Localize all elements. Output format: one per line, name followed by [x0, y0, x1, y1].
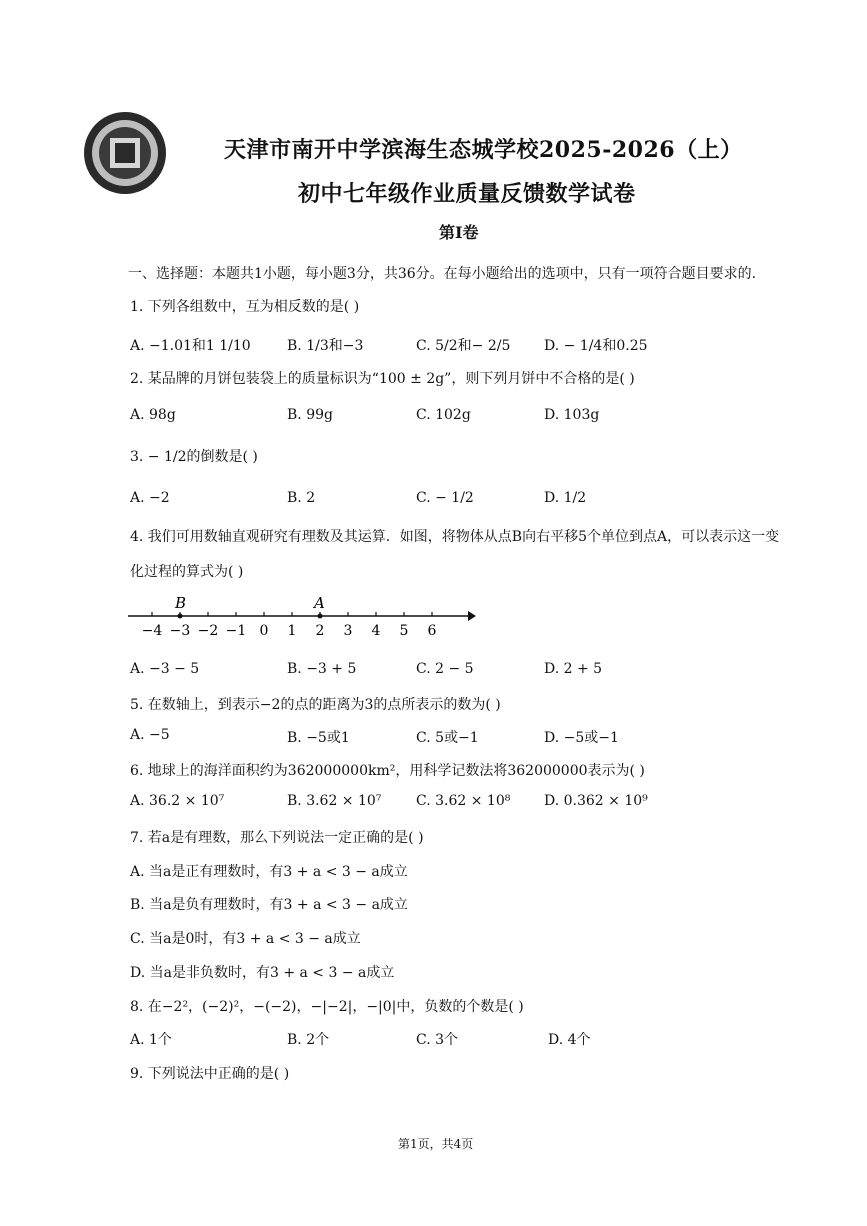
exam-title-line1: 天津市南开中学滨海生态城学校2025-2026（上）	[224, 137, 743, 163]
school-seal	[82, 110, 168, 196]
question-1-option-b: B. 1/3和−3	[287, 338, 364, 354]
number-line-tick-label: 0	[259, 623, 269, 639]
question-7-option-c: C. 当a是0时，有3 + a < 3 − a成立	[130, 931, 361, 947]
question-3-option-b: B. 2	[287, 490, 316, 506]
question-1-option-d: D. − 1/4和0.25	[544, 338, 648, 354]
number-line-tick-label: 3	[343, 623, 353, 639]
number-line-tick-label: 2	[315, 623, 325, 639]
question-2-option-b: B. 99g	[287, 407, 333, 423]
question-1-stem: 1. 下列各组数中，互为相反数的是( )	[130, 299, 360, 315]
question-4-option-b: B. −3 + 5	[287, 661, 357, 677]
question-3-option-d: D. 1/2	[544, 490, 587, 506]
question-8-option-c: C. 3个	[416, 1032, 459, 1048]
question-5-option-d: D. −5或−1	[544, 730, 619, 746]
page-number: 第1页，共4页	[398, 1137, 474, 1151]
question-4-stem: 4. 我们可用数轴直观研究有理数及其运算．如图，将物体从点B向右平移5个单位到点A，可以表示这一变	[130, 529, 780, 545]
question-8-stem: 8. 在−2²，(−2)²，−(−2)，−|−2|，−|0|中，负数的个数是( )	[130, 999, 524, 1015]
question-6-option-a: A. 36.2 × 10⁷	[130, 793, 225, 809]
question-1-option-a: A. −1.01和1 1/10	[130, 338, 251, 354]
number-line	[128, 592, 478, 644]
question-4-option-d: D. 2 + 5	[544, 661, 603, 677]
number-line-tick-label: −3	[169, 623, 191, 639]
question-7-stem: 7. 若a是有理数，那么下列说法一定正确的是( )	[130, 830, 424, 846]
question-5-option-a: A. −5	[130, 727, 170, 743]
question-6-option-d: D. 0.362 × 10⁹	[544, 793, 648, 809]
question-7-option-b: B. 当a是负有理数时，有3 + a < 3 − a成立	[130, 897, 408, 913]
question-7-option-a: A. 当a是正有理数时，有3 + a < 3 − a成立	[130, 864, 408, 880]
point-a-label: A	[314, 594, 325, 612]
point-a-dot	[318, 614, 323, 619]
question-2-option-c: C. 102g	[416, 407, 471, 423]
number-line-labels	[142, 623, 437, 639]
number-line-tick-label: 5	[399, 623, 409, 639]
question-3-stem: 3. − 1/2的倒数是( )	[130, 449, 258, 465]
question-2-stem: 2. 某品牌的月饼包装袋上的质量标识为“100 ± 2g”，则下列月饼中不合格的是( )	[130, 371, 635, 387]
number-line-tick-label: −1	[225, 623, 247, 639]
number-line-tick-label: −2	[197, 623, 219, 639]
question-5-option-c: C. 5或−1	[416, 730, 479, 746]
section-instructions: 一、选择题：本题共1小题，每小题3分，共36分。在每小题给出的选项中，只有一项符合题目要求的.	[128, 266, 757, 282]
question-8-option-b: B. 2个	[287, 1032, 330, 1048]
exam-title-line2: 初中七年级作业质量反馈数学试卷	[298, 181, 636, 207]
question-1-option-c: C. 5/2和− 2/5	[416, 338, 511, 354]
question-2-option-d: D. 103g	[544, 407, 600, 423]
question-4-stem-continued: 化过程的算式为( )	[130, 564, 244, 580]
question-6-option-c: C. 3.62 × 10⁸	[416, 793, 511, 809]
point-b-dot	[178, 614, 183, 619]
question-8-option-d: D. 4个	[548, 1032, 591, 1048]
number-line-tick-label: 6	[427, 623, 437, 639]
question-3-option-c: C. − 1/2	[416, 490, 474, 506]
question-4-option-c: C. 2 − 5	[416, 661, 474, 677]
question-6-option-b: B. 3.62 × 10⁷	[287, 793, 382, 809]
number-line-tick-label: −4	[141, 623, 163, 639]
question-8-option-a: A. 1个	[130, 1032, 172, 1048]
number-line-tick-label: 1	[287, 623, 297, 639]
question-3-option-a: A. −2	[130, 490, 170, 506]
question-5-option-b: B. −5或1	[287, 730, 350, 746]
number-line-tick-label: 4	[371, 623, 381, 639]
question-5-stem: 5. 在数轴上，到表示−2的点的距离为3的点所表示的数为( )	[130, 697, 501, 713]
question-7-option-d: D. 当a是非负数时，有3 + a < 3 − a成立	[130, 965, 395, 981]
question-9-stem: 9. 下列说法中正确的是( )	[130, 1066, 290, 1082]
question-4-option-a: A. −3 − 5	[130, 661, 200, 677]
point-b-label: B	[175, 594, 187, 612]
volume-label: 第I卷	[439, 223, 479, 242]
question-6-stem: 6. 地球上的海洋面积约为362000000km²，用科学记数法将362000000表示为( )	[130, 763, 645, 779]
question-2-option-a: A. 98g	[130, 407, 176, 423]
